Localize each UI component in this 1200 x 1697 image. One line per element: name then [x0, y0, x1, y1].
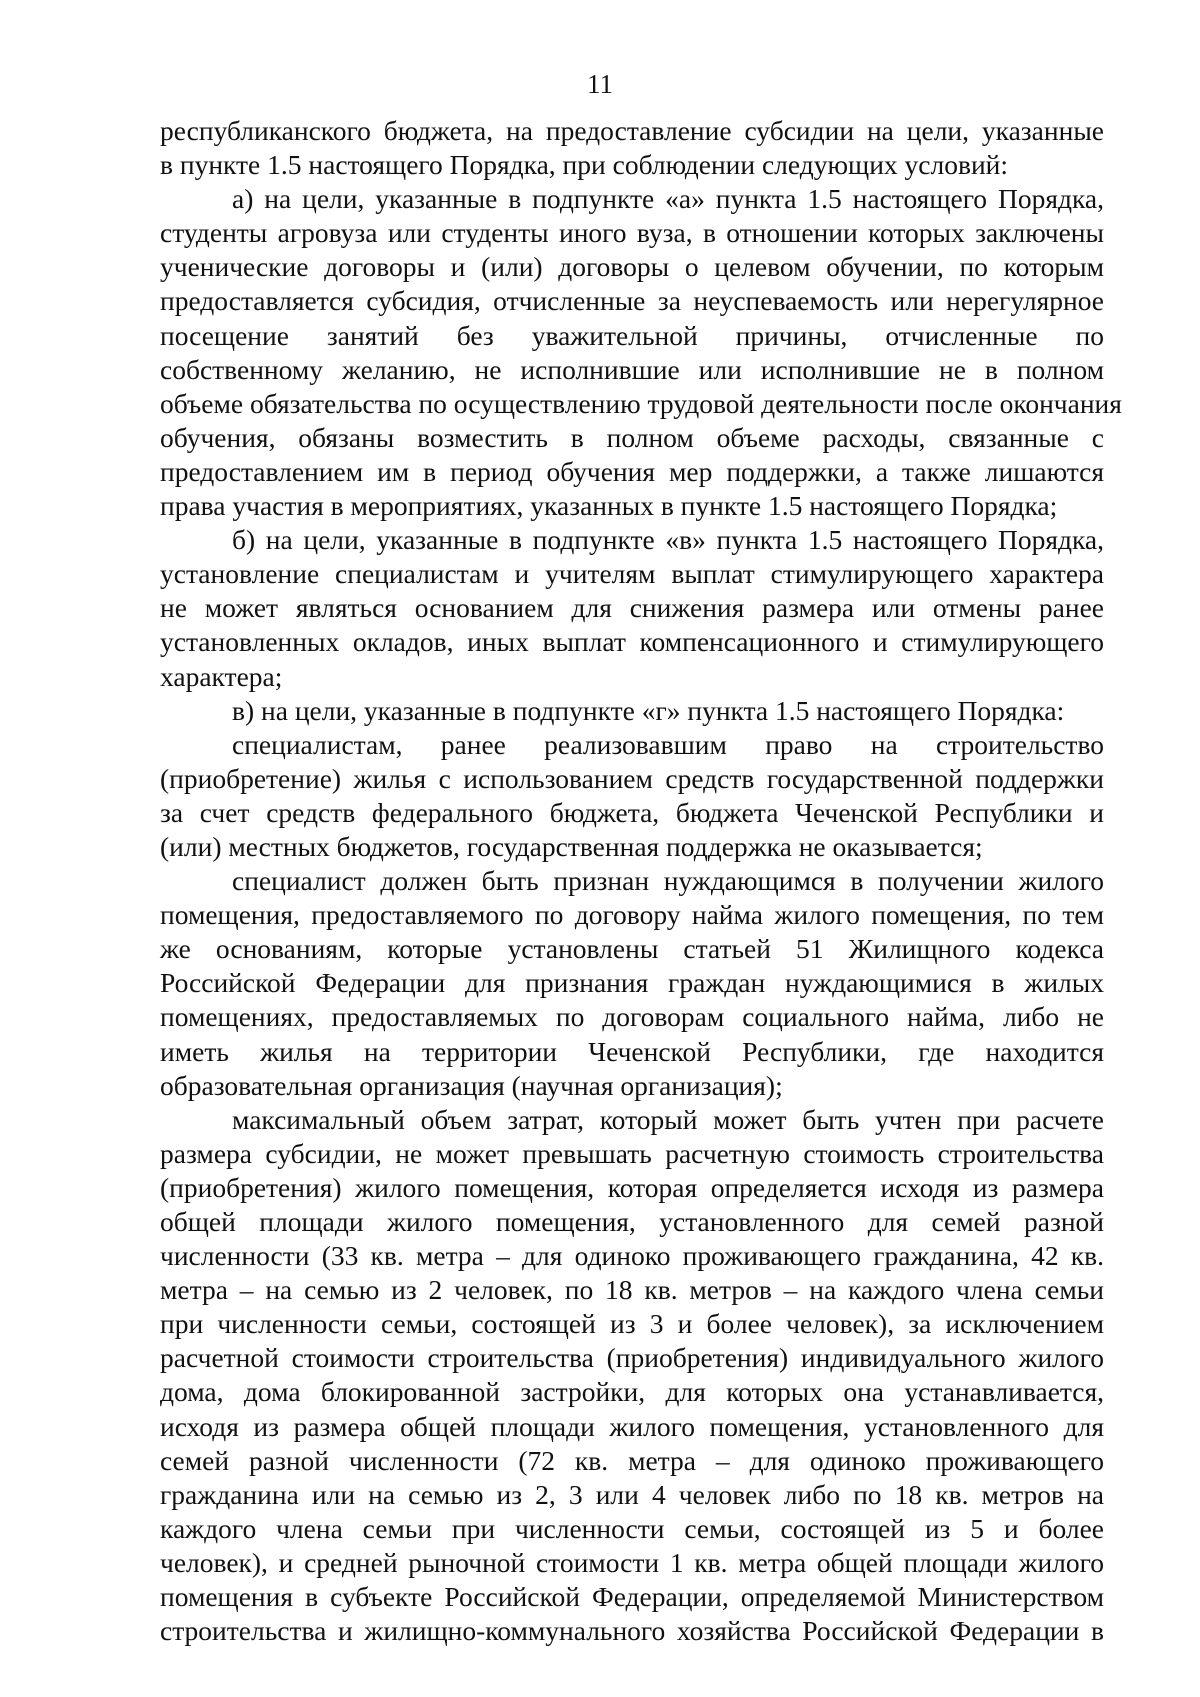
text-line: характера;	[160, 660, 283, 692]
text-line: собственному желанию, не исполнившие или исполнившие не в полном	[160, 353, 1104, 385]
text-line: исходя из размера общей площади жилого помещения, установленного для	[160, 1410, 1104, 1442]
document-body	[160, 114, 1122, 1648]
text-line: права участия в мероприятиях, указанных в пункте 1.5 настоящего Порядка;	[160, 490, 1058, 522]
text-line: гражданина или на семью из 2, 3 или 4 человек либо по 18 кв. метров на	[160, 1478, 1104, 1510]
text-line: (приобретение) жилья с использованием средств государственной поддержки	[160, 762, 1104, 794]
text-line: семей разной численности (72 кв. метра – для одиноко проживающего	[160, 1444, 1104, 1476]
text-line: обучения, обязаны возместить в полном объеме расходы, связанные с	[160, 421, 1104, 453]
text-line: образовательная организация (научная организация);	[160, 1069, 783, 1101]
text-line: общей площади жилого помещения, установленного для семей разной	[160, 1206, 1104, 1237]
text-line: строительства и жилищно-коммунального хозяйства Российской Федерации в	[160, 1615, 1104, 1647]
text-line: размера субсидии, не может превышать расчетную стоимость строительства	[160, 1137, 1104, 1169]
text-line: при численности семьи, состоящей из 3 и более человек), за исключением	[160, 1308, 1104, 1340]
text-line: помещениях, предоставляемых по договорам социального найма, либо не	[160, 1001, 1104, 1033]
text-line: посещение занятий без уважительной причины, отчисленные по	[160, 319, 1104, 351]
text-line: специалистам, ранее реализовавшим право на строительство	[232, 728, 1104, 760]
text-line: в пункте 1.5 настоящего Порядка, при соблюдении следующих условий:	[160, 149, 1009, 181]
text-line: помещения, предоставляемого по договору найма жилого помещения, по тем	[160, 899, 1104, 931]
page-number: 11	[587, 69, 613, 99]
text-line: численности (33 кв. метра – для одиноко проживающего гражданина, 42 кв.	[160, 1240, 1104, 1272]
text-line: б) на цели, указанные в подпункте «в» пункта 1.5 настоящего Порядка,	[232, 524, 1104, 556]
text-line: (приобретения) жилого помещения, которая определяется исходя из размера	[160, 1171, 1104, 1203]
text-line: максимальный объем затрат, который может быть учтен при расчете	[232, 1103, 1104, 1135]
text-line: предоставлением им в период обучения мер поддержки, а также лишаются	[160, 455, 1104, 487]
text-line: метра – на семью из 2 человек, по 18 кв. метров – на каждого члена семьи	[160, 1274, 1104, 1306]
text-line: не может являться основанием для снижения размера или отмены ранее	[160, 592, 1104, 624]
text-line: Российской Федерации для признания граждан нуждающимися в жилых	[160, 967, 1104, 999]
text-line: каждого члена семьи при численности семьи, состоящей из 5 и более	[160, 1512, 1104, 1544]
text-line: иметь жилья на территории Чеченской Республики, где находится	[160, 1035, 1104, 1067]
text-line: (или) местных бюджетов, государственная поддержка не оказывается;	[160, 830, 983, 862]
text-line: установленных окладов, иных выплат компенсационного и стимулирующего	[160, 626, 1104, 658]
text-line: специалист должен быть признан нуждающимся в получении жилого	[232, 865, 1104, 897]
text-line: дома, дома блокированной застройки, для которых она устанавливается,	[160, 1376, 1104, 1408]
text-line: объеме обязательства по осуществлению трудовой деятельности после окончания	[160, 387, 1122, 419]
text-line: установление специалистам и учителям выплат стимулирующего характера	[160, 558, 1104, 590]
text-line: республиканского бюджета, на предоставление субсидии на цели, указанные	[160, 115, 1104, 146]
text-line: студенты агровуза или студенты иного вуза, в отношении которых заключены	[160, 217, 1104, 249]
text-line: человек), и средней рыночной стоимости 1 кв. метра общей площади жилого	[160, 1546, 1104, 1578]
text-line: расчетной стоимости строительства (приобретения) индивидуального жилого	[160, 1342, 1104, 1374]
text-line: за счет средств федерального бюджета, бюджета Чеченской Республики и	[160, 796, 1104, 828]
text-line: предоставляется субсидия, отчисленные за неуспеваемость или нерегулярное	[160, 285, 1104, 317]
text-line: же основаниям, которые установлены статьей 51 Жилищного кодекса	[160, 933, 1104, 965]
text-line: помещения в субъекте Российской Федерации, определяемой Министерством	[160, 1581, 1104, 1613]
text-line: а) на цели, указанные в подпункте «а» пункта 1.5 настоящего Порядка,	[232, 183, 1104, 215]
text-line: в) на цели, указанные в подпункте «г» пункта 1.5 настоящего Порядка:	[232, 694, 1065, 726]
text-line: ученические договоры и (или) договоры о целевом обучении, по которым	[160, 251, 1104, 283]
